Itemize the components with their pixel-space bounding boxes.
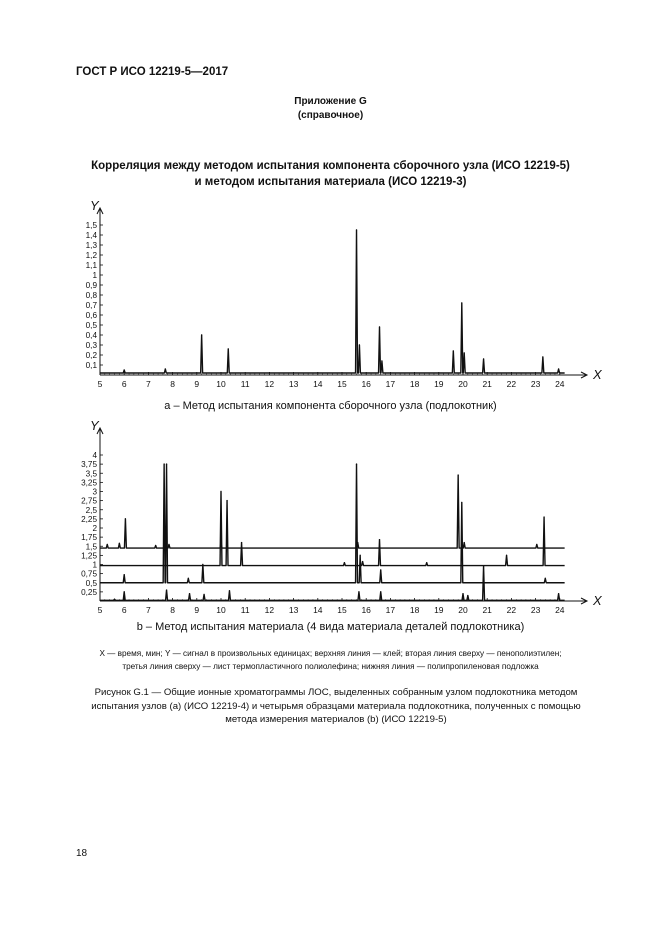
chart-b-series-0-peak-point <box>107 544 108 545</box>
chart-b-y-tick-label: 2 <box>92 524 97 533</box>
chart-a-y-tick-label: 1,5 <box>85 221 97 230</box>
axis-legend <box>70 647 591 673</box>
chart-b-caption: b – Метод испытания материала (4 вида материала деталей подлокотника) <box>136 621 525 633</box>
chart-b-series-3-peak-point <box>229 590 230 591</box>
chart-b-x-tick-label: 11 <box>240 605 250 615</box>
chart-b-y-tick-label: 0,5 <box>85 578 97 588</box>
chart-b-series-3-peak-point <box>189 593 190 594</box>
chart-b-series-1-peak-point <box>543 516 544 517</box>
chart-a-x-tick-label: 9 <box>194 379 200 389</box>
chart-a-x-tick-label: 6 <box>121 379 127 389</box>
chart-b-x-tick-label: 24 <box>555 605 565 615</box>
chart-b-y-tick-label: 0,75 <box>81 569 97 579</box>
chart-b-x-tick-label: 20 <box>458 605 468 615</box>
chart-b-series-0-peak-point <box>155 545 156 546</box>
chart-a-x-tick-label: 10 <box>216 379 226 389</box>
chart-a-y-tick-label: 1,4 <box>85 231 97 240</box>
chart-b-series-3-peak-point <box>467 595 468 596</box>
chart-a-series-0-peak-point <box>453 350 454 351</box>
chart-b-series-0 <box>100 475 565 548</box>
chart-a-y-tick-label: 0,9 <box>85 281 97 290</box>
chart-b-x-tick-label: 6 <box>121 605 127 615</box>
chart-a-y-tick-label: 1 <box>92 271 97 280</box>
chart-b-y-tick-label: 3,25 <box>81 478 97 488</box>
chart-b-x-tick-label: 21 <box>482 605 492 615</box>
chart-a-x-tick-label: 23 <box>530 379 541 389</box>
chart-b-series-3-peak-point <box>203 594 204 595</box>
chart-b-x-tick-label: 7 <box>146 605 151 615</box>
chart-a-x-tick-label: 20 <box>458 379 468 389</box>
chart-b-y-tick-label: 2,5 <box>85 505 97 515</box>
chart-b-ylabel: Y <box>90 418 99 433</box>
chart-a-x-tick-label: 22 <box>506 379 517 389</box>
chart-b-y-tick-label: 3,75 <box>81 460 97 470</box>
chart-b-series-1-peak-point <box>226 500 227 501</box>
chart-a-x-tick-label: 19 <box>434 379 444 389</box>
chart-b-y-tick-label: 4 <box>92 451 97 460</box>
chart-a-x-tick-label: 16 <box>361 379 371 389</box>
chart-b-series-3-peak-point <box>114 599 115 600</box>
chart-a-series-0-peak-point <box>483 358 484 359</box>
chart-a-x-tick-label: 8 <box>170 379 175 389</box>
chart-a-x-tick-label: 18 <box>409 379 420 389</box>
figure-caption-line-1: Рисунок G.1 — Общие ионные хроматограммы ЛОС, выделенных собранным узлом подлокотника методом <box>94 687 578 698</box>
chart-b-series-0-peak-point <box>536 544 537 545</box>
legend-line-1: X — время, мин; Y — сигнал в произвольных единицах; верхняя линия — клей; вторая линия сверху — пенополиэтилен; <box>99 649 562 658</box>
page-number: 18 <box>76 848 88 859</box>
chart-b-series-1-peak-point <box>220 491 221 492</box>
chart-b <box>60 416 620 622</box>
chart-b-series-1 <box>100 492 565 566</box>
chart-b-y-tick-label: 1,5 <box>85 542 97 552</box>
chart-b-series-3-peak-point <box>462 593 463 594</box>
chart-b-x-tick-label: 16 <box>361 605 371 615</box>
figure-title-line-1: Корреляция между методом испытания компонента сборочного узла (ИСО 12219-5) <box>91 160 570 172</box>
chart-a-series-0-peak-point <box>379 326 380 327</box>
chart-a-series-0-peak-point <box>201 334 202 335</box>
chart-a-y-tick-label: 0,8 <box>85 291 97 300</box>
chart-b-x-tick-label: 5 <box>97 605 103 615</box>
chart-b-series-3-peak-point <box>124 591 125 592</box>
chart-b-x-tick-label: 15 <box>337 605 347 615</box>
chart-a-x-tick-label: 7 <box>146 379 151 389</box>
chart-a-x-tick-label: 24 <box>555 379 565 389</box>
chart-a-series-0-peak-point <box>381 360 382 361</box>
chart-a-series-0-peak-point <box>359 344 360 345</box>
chart-b-series-3-peak-point <box>483 566 484 567</box>
chart-a-x-tick-label: 13 <box>288 379 299 389</box>
chart-b-series-1-peak-point <box>379 539 380 540</box>
chart-b-series-3-peak-point <box>166 589 167 590</box>
chart-a-y-tick-label: 1,1 <box>85 261 97 270</box>
chart-b-xlabel: X <box>593 593 602 608</box>
chart-b-x-tick-label: 10 <box>216 605 226 615</box>
chart-b-x-tick-label: 18 <box>409 605 420 615</box>
standard-header: ГОСТ Р ИСО 12219-5—2017 <box>76 66 229 78</box>
chart-a-y-tick-label: 0,5 <box>85 321 97 330</box>
chart-a-y-tick-label: 0,7 <box>85 301 97 310</box>
chart-a-x-tick-label: 17 <box>385 379 396 389</box>
chart-b-series-1-peak-point <box>426 562 427 563</box>
chart-b-y-tick-label: 2,25 <box>81 514 97 524</box>
chart-a-series-0-peak-point <box>558 368 559 369</box>
chart-a <box>60 200 620 400</box>
chart-b-series-0-peak-point <box>168 544 169 545</box>
chart-b-y-tick-label: 1,25 <box>81 551 97 561</box>
chart-b-series-1-peak-point <box>344 562 345 563</box>
chart-a-y-tick-label: 0,6 <box>85 311 97 320</box>
chart-b-x-tick-label: 19 <box>434 605 444 615</box>
chart-b-x-tick-label: 17 <box>385 605 396 615</box>
figure-title <box>60 158 601 190</box>
chart-b-y-tick-label: 0,25 <box>81 587 97 597</box>
chart-b-series-0-peak-point <box>119 543 120 544</box>
figure-caption-line-3: метода измерения материалов (b) (ИСО 12219-5) <box>225 714 447 725</box>
chart-b-y-tick-label: 3 <box>92 487 97 497</box>
chart-b-series-2-peak-point <box>545 578 546 579</box>
chart-b-y-tick-label: 1,75 <box>81 533 97 543</box>
chart-a-x-tick-label: 21 <box>482 379 492 389</box>
chart-b-series-1-peak-point <box>241 542 242 543</box>
figure-caption-line-2: испытания узлов (а) (ИСО 12219-4) и четырьмя образцами материала подлокотника, полученных с помощью <box>91 700 581 712</box>
chart-b-series-2-peak-point <box>188 578 189 579</box>
chart-b-series-1-peak-point <box>362 561 363 562</box>
chart-b-series-2-peak-point <box>166 464 167 465</box>
chart-b-series-2-peak-point <box>164 464 165 465</box>
chart-a-series-0-peak-point <box>461 302 462 303</box>
chart-b-x-tick-label: 12 <box>264 605 275 615</box>
chart-a-series-0-peak-point <box>542 356 543 357</box>
chart-a-x-tick-label: 11 <box>240 379 250 389</box>
chart-b-series-3-peak-point <box>558 593 559 594</box>
figure-caption <box>76 686 596 727</box>
chart-a-x-tick-label: 5 <box>97 379 103 389</box>
chart-a-y-tick-label: 1,2 <box>85 251 97 260</box>
chart-b-x-tick-label: 8 <box>170 605 175 615</box>
chart-a-y-tick-label: 0,2 <box>85 351 97 360</box>
chart-b-series-2-peak-point <box>124 574 125 575</box>
chart-b-series-0-peak-point <box>458 474 459 475</box>
chart-a-y-tick-label: 0,4 <box>85 331 97 340</box>
chart-a-xlabel: X <box>593 367 602 382</box>
chart-b-series-3-peak-point <box>380 591 381 592</box>
annex-title: Приложение G <box>294 96 367 107</box>
annex-subtitle: (справочное) <box>297 110 364 121</box>
figure-title-line-2: и методом испытания материала (ИСО 12219-3) <box>194 176 467 188</box>
chart-a-series-0-peak-point <box>124 369 125 370</box>
chart-a-y-tick-label: 0,3 <box>85 341 97 350</box>
legend-line-2: третья линия сверху — лист термопластичного полиолефина; нижняя линия — полипропиленовая подложка <box>122 662 539 671</box>
chart-b-series-2-peak-point <box>360 555 361 556</box>
chart-a-caption: а – Метод испытания компонента сборочного узла (подлокотник) <box>164 400 497 412</box>
chart-b-x-tick-label: 23 <box>530 605 541 615</box>
chart-b-x-tick-label: 22 <box>506 605 517 615</box>
chart-b-x-tick-label: 13 <box>288 605 299 615</box>
chart-a-series-0-peak-point <box>165 368 166 369</box>
chart-a-series-0-peak-point <box>464 352 465 353</box>
chart-a-series-0-peak-point <box>356 229 357 230</box>
chart-b-series-3-peak-point <box>358 591 359 592</box>
chart-b-series-0-peak-point <box>464 542 465 543</box>
chart-b-x-tick-label: 14 <box>313 605 323 615</box>
chart-b-series-2-peak-point <box>461 502 462 503</box>
chart-b-series-1-peak-point <box>506 555 507 556</box>
chart-a-x-tick-label: 12 <box>264 379 275 389</box>
chart-b-y-tick-label: 1 <box>92 560 97 570</box>
chart-b-x-tick-label: 9 <box>194 605 200 615</box>
chart-b-y-tick-label: 3,5 <box>85 469 97 479</box>
chart-a-series-0-peak-point <box>228 348 229 349</box>
chart-a-x-tick-label: 14 <box>313 379 323 389</box>
chart-a-y-tick-label: 0,1 <box>85 361 97 370</box>
chart-b-series-2-peak-point <box>202 564 203 565</box>
chart-a-x-tick-label: 15 <box>337 379 347 389</box>
chart-b-series-0-peak-point <box>125 518 126 519</box>
chart-b-series-2-peak-point <box>356 464 357 465</box>
chart-b-y-tick-label: 2,75 <box>81 496 97 506</box>
chart-b-series-2-peak-point <box>380 569 381 570</box>
chart-a-series-0 <box>100 230 565 373</box>
chart-a-ylabel: Y <box>90 200 99 213</box>
chart-a-y-tick-label: 1,3 <box>85 241 97 250</box>
